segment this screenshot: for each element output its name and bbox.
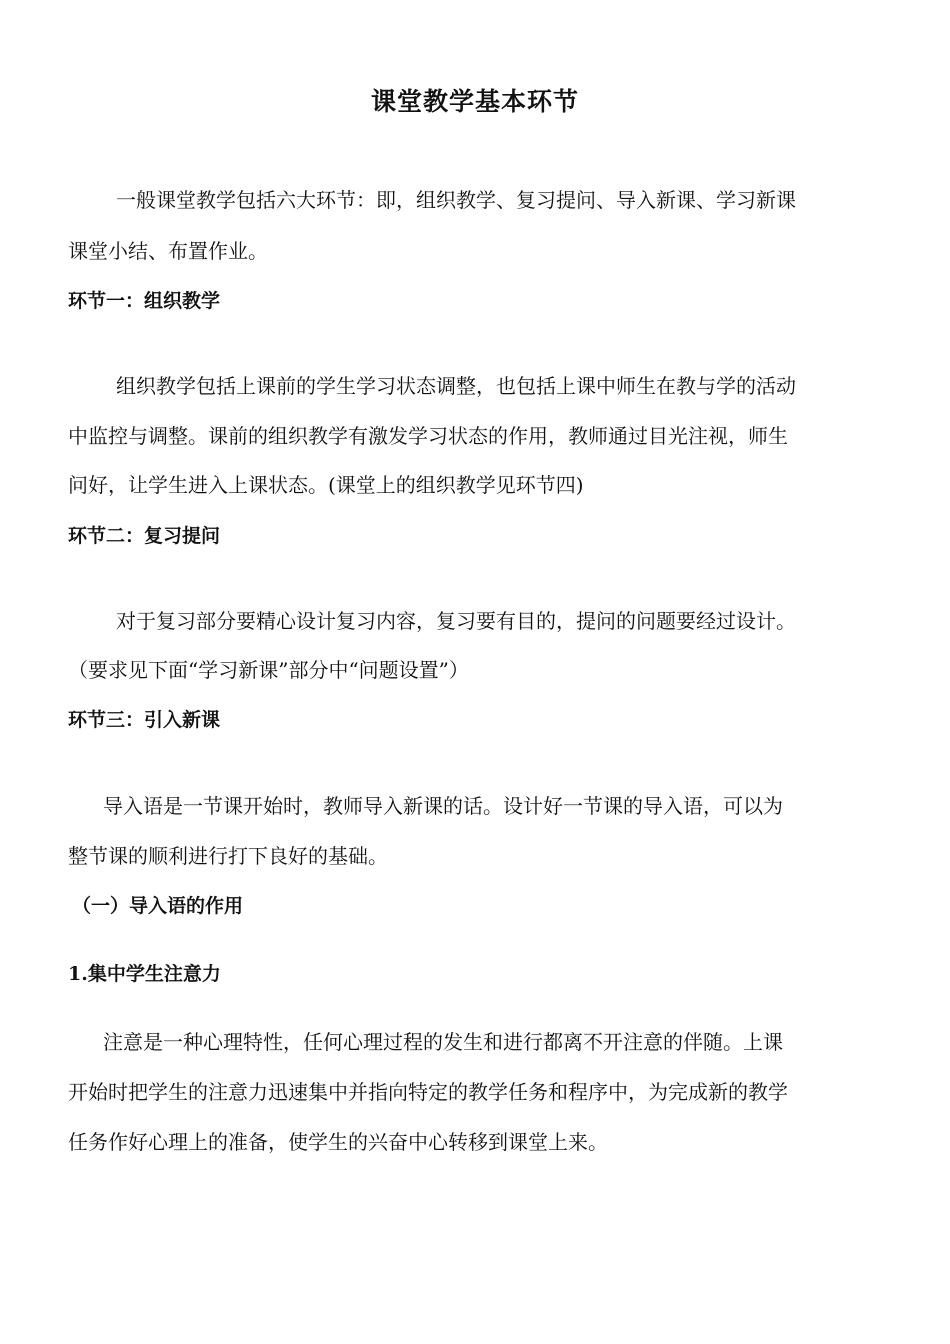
section-1-heading: 环节一：组织教学 bbox=[68, 290, 221, 312]
document-title: 课堂教学基本环节 bbox=[370, 87, 579, 116]
point-1-line-1: 注意是一种心理特性，任何心理过程的发生和进行都离不开注意的伴随。上课 bbox=[103, 1030, 783, 1054]
section-3-line-1: 导入语是一节课开始时，教师导入新课的话。设计好一节课的导入语，可以为 bbox=[103, 794, 783, 818]
section-1-line-3: 问好，让学生进入上课状态。(课堂上的组织教学见环节四) bbox=[68, 473, 584, 497]
point-1-heading: 1.集中学生注意力 bbox=[68, 963, 221, 985]
section-3-heading: 环节三：引入新课 bbox=[68, 709, 221, 731]
intro-line-2: 课堂小结、布置作业。 bbox=[68, 239, 268, 263]
section-2-line-2: （要求见下面“学习新课”部分中“问题设置”） bbox=[68, 658, 469, 682]
point-1-line-3: 任务作好心理上的准备，使学生的兴奋中心转移到课堂上来。 bbox=[68, 1130, 608, 1154]
section-1-line-1: 组织教学包括上课前的学生学习状态调整，也包括上课中师生在教与学的活动 bbox=[116, 374, 796, 398]
section-1-line-2: 中监控与调整。课前的组织教学有激发学习状态的作用，教师通过目光注视，师生 bbox=[68, 424, 788, 448]
section-3-line-2: 整节课的顺利进行打下良好的基础。 bbox=[68, 844, 388, 868]
section-2-heading: 环节二：复习提问 bbox=[68, 525, 221, 547]
section-3-sub-heading: （一）导入语的作用 bbox=[72, 895, 244, 917]
intro-line-1: 一般课堂教学包括六大环节：即，组织教学、复习提问、导入新课、学习新课 bbox=[116, 188, 796, 212]
point-1-line-2: 开始时把学生的注意力迅速集中并指向特定的教学任务和程序中，为完成新的教学 bbox=[68, 1080, 788, 1104]
section-2-line-1: 对于复习部分要精心设计复习内容，复习要有目的，提问的问题要经过设计。 bbox=[116, 609, 796, 633]
